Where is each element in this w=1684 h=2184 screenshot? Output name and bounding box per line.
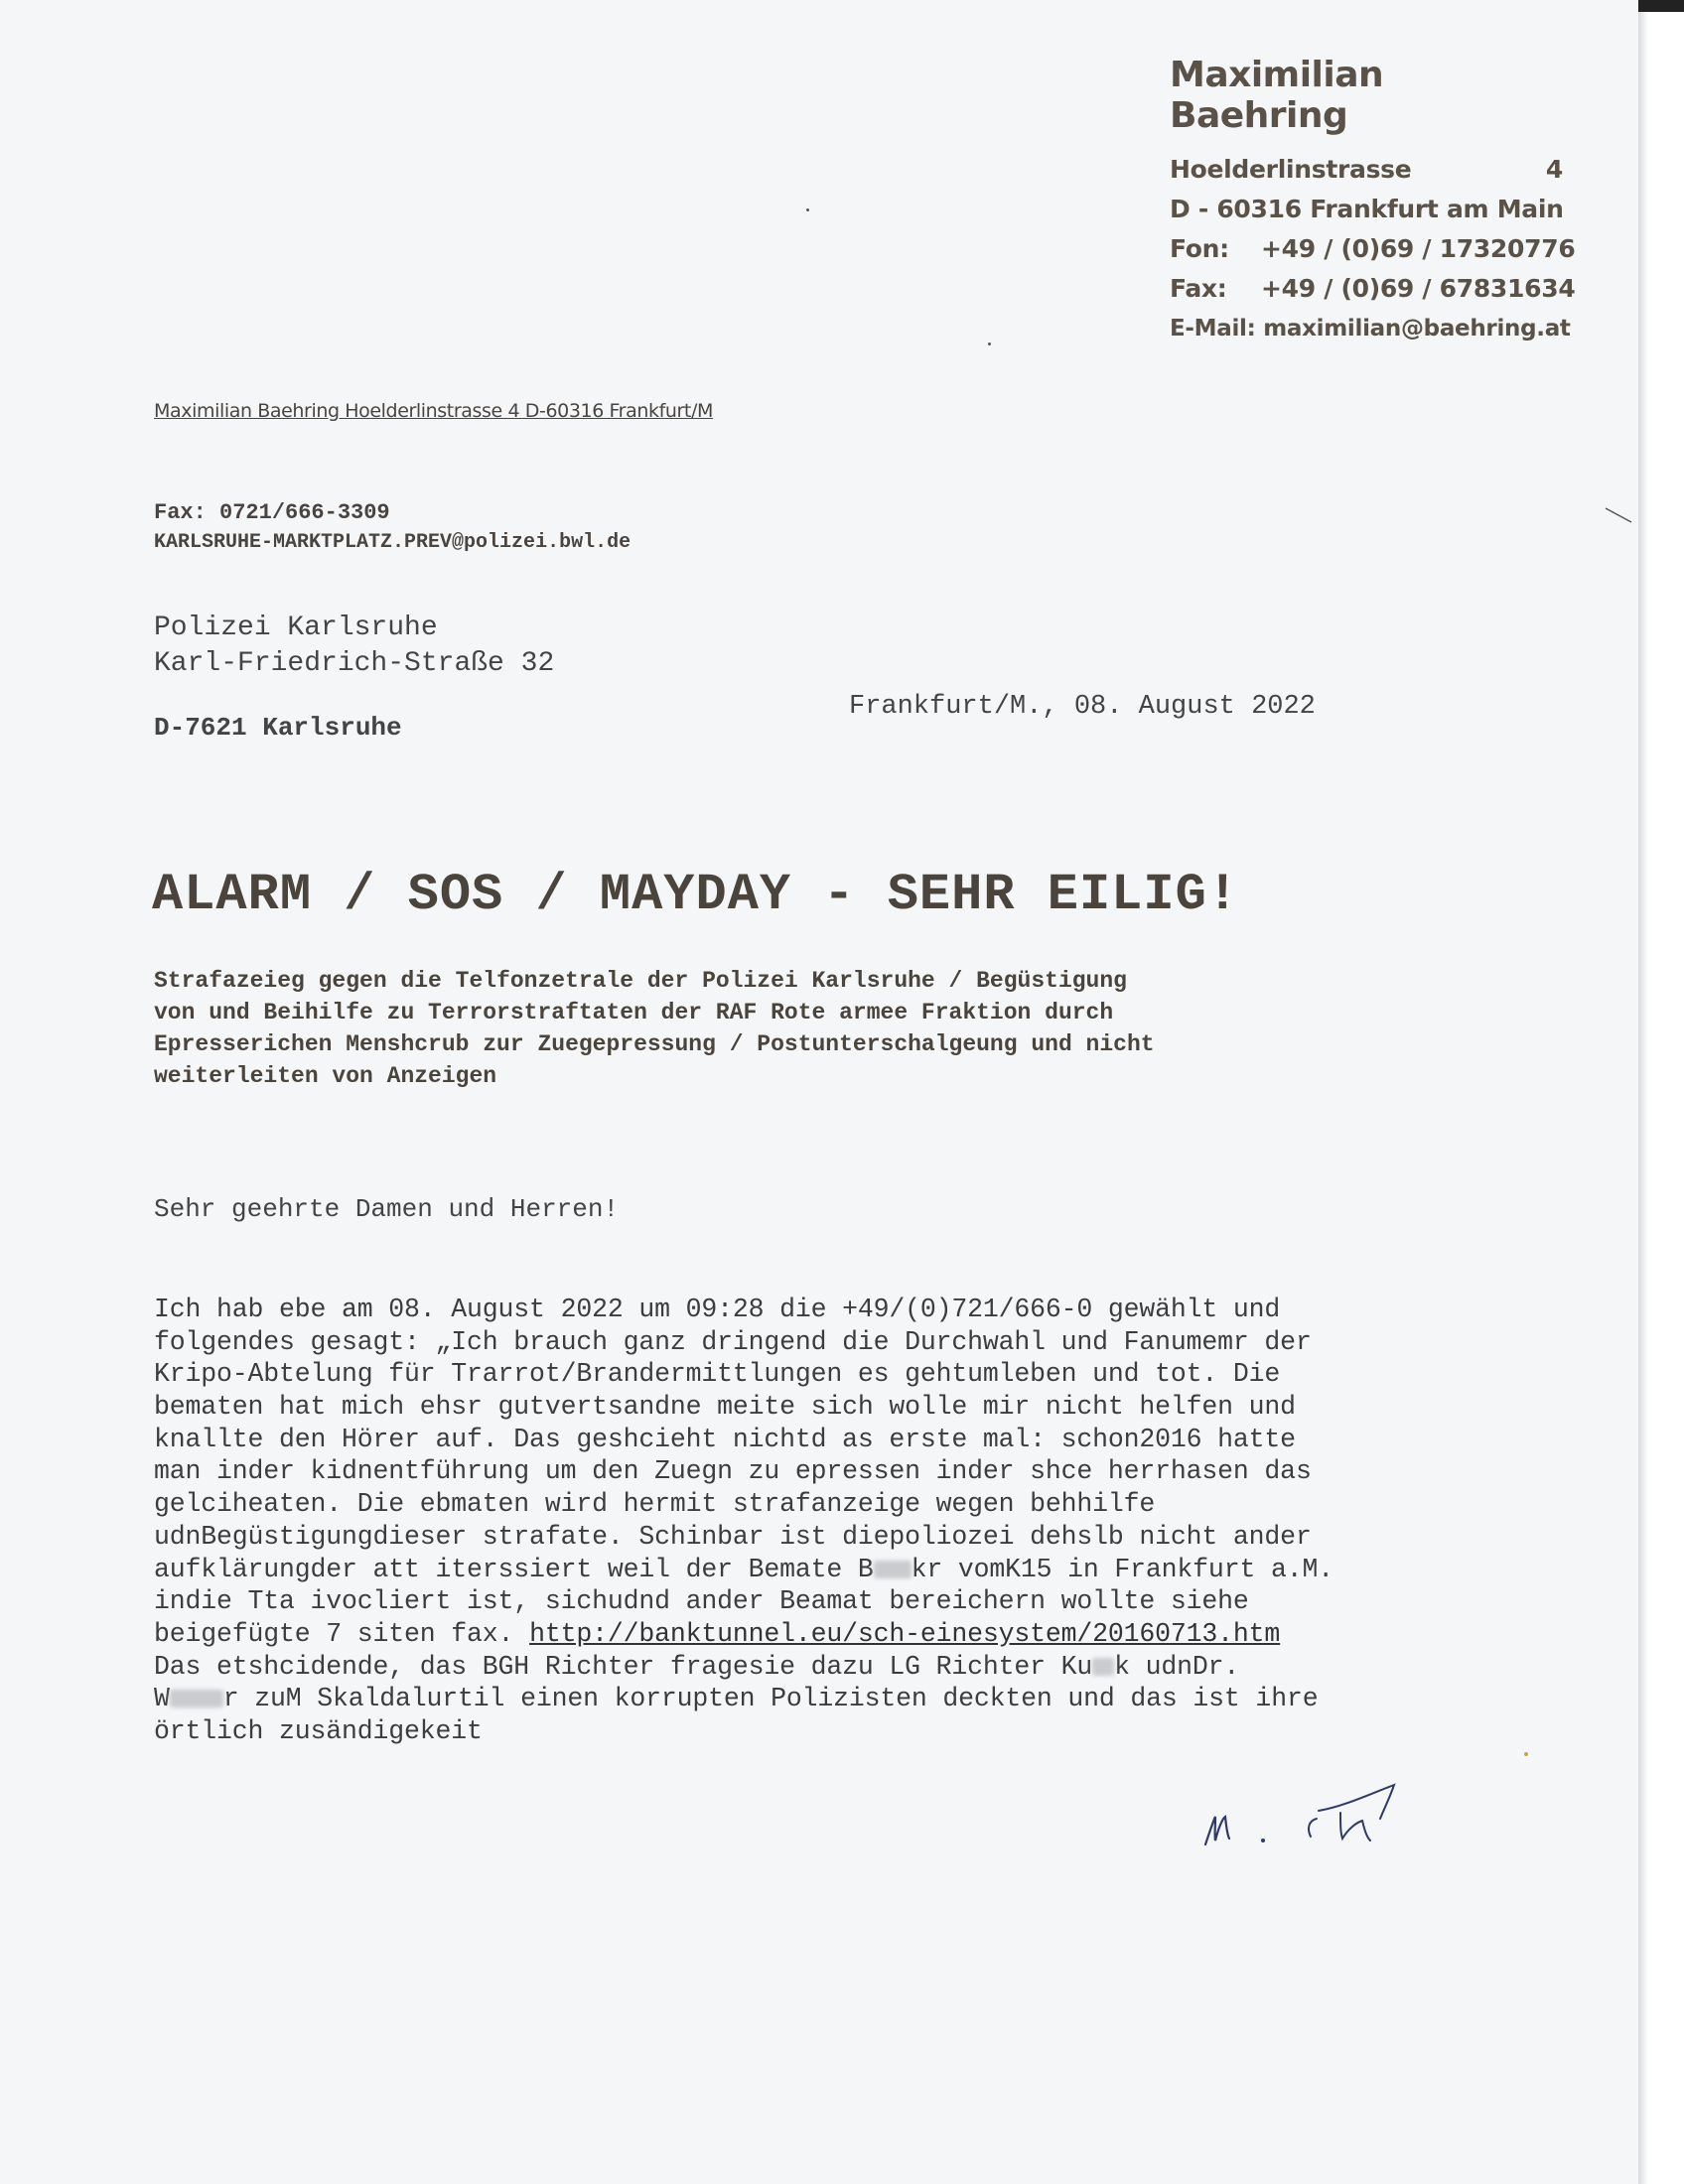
sender-return-line: Maximilian Baehring Hoelderlinstrasse 4 D-60316 Frankfurt/M: [154, 400, 713, 422]
scan-speck: [806, 208, 809, 211]
letterhead-street-name: Hoelderlinstrasse: [1170, 155, 1412, 184]
body-text-segment: Das etshcidende, das BGH Richter fragesie dazu LG Richter Ku: [154, 1651, 1093, 1682]
letterhead-street: [1170, 150, 1567, 190]
recipient-contact: [154, 498, 631, 558]
letterhead-house-number: 4: [1545, 155, 1563, 184]
body-line: [154, 1683, 1524, 1715]
greeting: Sehr geehrte Damen und Herren!: [154, 1194, 620, 1224]
subject-line: Strafazeieg gegen die Telfonzetrale der Polizei Karlsruhe / Begüstigung: [154, 968, 1127, 994]
body-line: bematen hat mich ehsr gutvertsandne meite sich wolle mir nicht helfen und: [154, 1392, 1296, 1423]
redaction-blur: [874, 1561, 912, 1578]
body-line: Kripo-Abtelung für Trarrot/Brandermittlungen es gehtumleben und tot. Die: [154, 1359, 1281, 1390]
letterhead-fon: [1170, 229, 1576, 269]
recipient-city: D-7621 Karlsruhe: [154, 713, 402, 743]
body-line: folgendes gesagt: „Ich brauch ganz dringend die Durchwahl und Fanumemr der: [154, 1326, 1312, 1357]
subject-line: weiterleiten von Anzeigen: [154, 1063, 497, 1089]
fon-label: Fon:: [1170, 234, 1229, 263]
redaction-blur: [1092, 1658, 1114, 1676]
letterhead: [1170, 55, 1576, 348]
subject-line: Epresserichen Menshcrub zur Zuegepressung / Postunterschalgeung und nicht: [154, 1031, 1155, 1057]
body-line: Ich hab ebe am 08. August 2022 um 09:28 die +49/(0)721/666-0 gewählt und: [154, 1295, 1281, 1324]
handwritten-signature: [1192, 1767, 1430, 1876]
recipient-street: Karl-Friedrich-Straße 32: [154, 648, 555, 679]
fax-label: Fax:: [1170, 274, 1227, 303]
scan-mark: [1604, 506, 1633, 526]
body-text-segment: beigefügte 7 siten fax.: [154, 1618, 530, 1649]
body-line: man inder kidnentführung um den Zuegn zu epressen inder shce herrhasen das: [154, 1456, 1312, 1487]
body-line: gelciheaten. Die ebmaten wird hermit strafanzeige wegen behhilfe: [154, 1489, 1156, 1520]
letterhead-city: D - 60316 Frankfurt am Main: [1170, 195, 1564, 223]
recipient-fax: Fax: 0721/666-3309: [154, 500, 390, 525]
fax-link[interactable]: http://banktunnel.eu/sch-einesystem/20160713.htm: [529, 1618, 1281, 1649]
body-line: örtlich zusändigekeit: [154, 1715, 483, 1746]
letterhead-name: Maximilian Baehring: [1170, 55, 1384, 136]
body-text-segment: r vomK15 in Frankfurt a.M.: [926, 1554, 1333, 1584]
body-text: [154, 1294, 1524, 1748]
recipient-email: KARLSRUHE-MARKTPLATZ.PREV@polizei.bwl.de: [154, 531, 632, 554]
body-text-segment: aufklärungder att iterssiert weil der Bemate B: [154, 1554, 874, 1584]
recipient-name: Polizei Karlsruhe: [154, 613, 438, 643]
subject: [154, 965, 1474, 1092]
letterhead-email: E-Mail: maximilian@baehring.at: [1170, 316, 1571, 341]
body-line: [154, 1618, 1524, 1651]
body-line: [154, 1651, 1524, 1684]
redaction-blur: [170, 1690, 223, 1707]
letterhead-fax: [1170, 269, 1576, 309]
body-line: indie Tta ivocliert ist, sichudnd ander Beamat bereichern wollte siehe: [154, 1586, 1249, 1617]
letter-date: Frankfurt/M., 08. August 2022: [849, 692, 1316, 722]
body-text-segment: r zuM Skaldalurtil einen korrupten Polizisten deckten und das ist ihre: [222, 1684, 1319, 1714]
body-line: [154, 1554, 1524, 1586]
body-text-segment: k udnDr.: [1114, 1651, 1240, 1682]
recipient-address: [154, 611, 554, 682]
body-text-segment: W: [154, 1684, 170, 1714]
body-line: udnBegüstigungdieser strafate. Schinbar ist diepoliozei dehslb nicht ander: [154, 1521, 1312, 1552]
fon-number: +49 / (0)69 / 17320776: [1261, 234, 1576, 263]
subject-line: von und Beihilfe zu Terrorstraftaten der RAF Rote armee Fraktion durch: [154, 1000, 1114, 1025]
scan-corner: [1638, 0, 1684, 12]
body-line: knallte den Hörer auf. Das geshcieht nichtd as erste mal: schon2016 hatte: [154, 1424, 1296, 1454]
scan-speck: [1524, 1752, 1528, 1756]
fax-number: +49 / (0)69 / 67831634: [1261, 274, 1576, 303]
scan-speck: [988, 342, 991, 345]
body-text-segment: k: [911, 1554, 927, 1584]
scan-edge: [1638, 0, 1684, 2184]
headline: ALARM / SOS / MAYDAY - SEHR EILIG!: [152, 866, 1239, 924]
